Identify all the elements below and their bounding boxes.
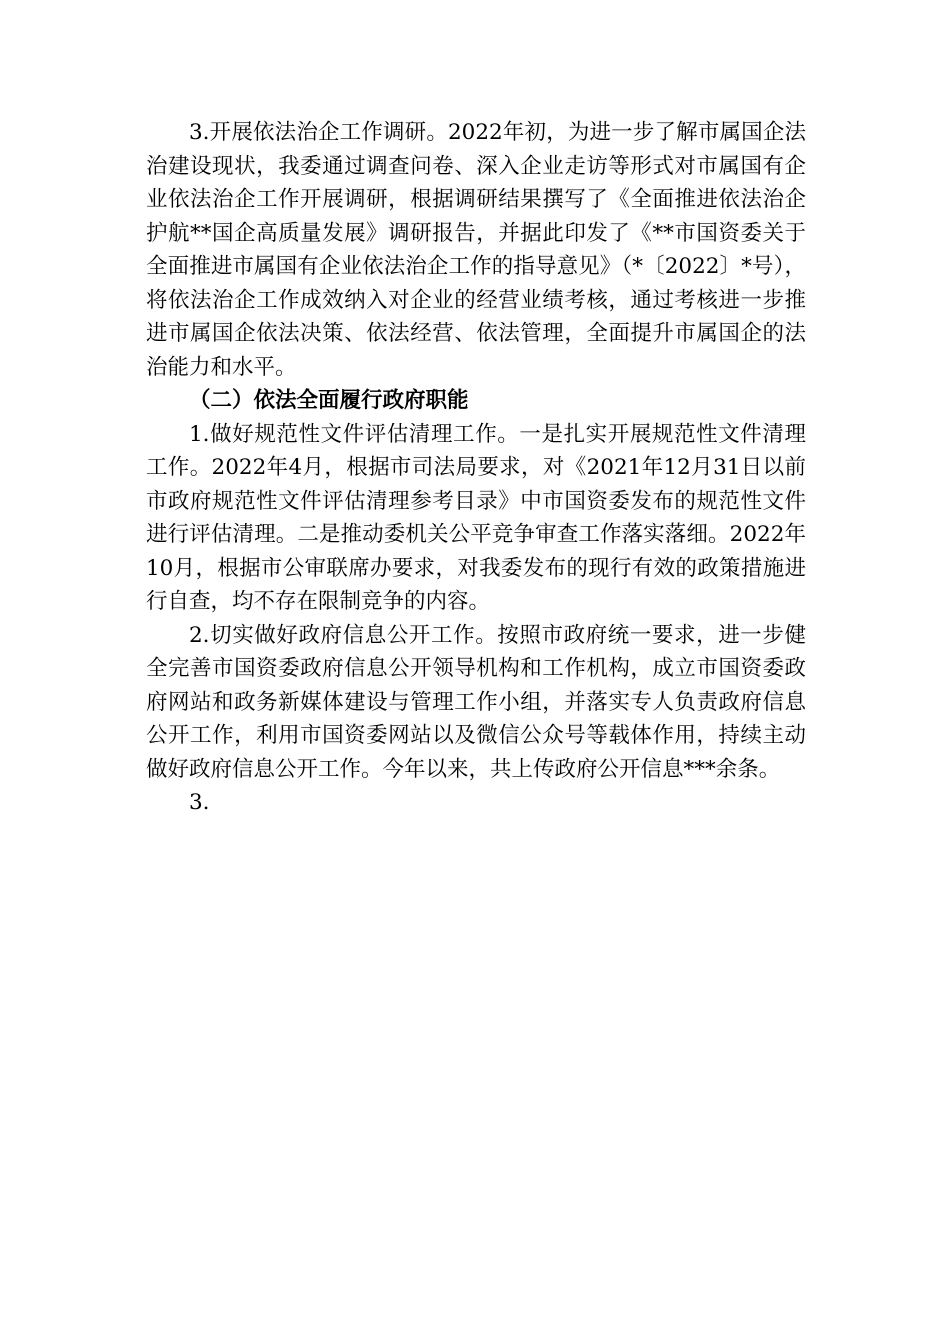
- paragraph-legal-research: 3.开展依法治企工作调研。2022年初，为进一步了解市属国企法治建设现状，我委通过调查问卷、深入企业走访等形式对市属国有企业依法治企工作开展调研，根据调研结果撰写了《全面推进依法治企护航**国企高质量发展》调研报告，并据此印发了《**市国资委关于全面推进市属国有企业依法治企工作的指导意见》（*〔2022〕*号），将依法治企工作成效纳入对企业的经营业绩考核，通过考核进一步推进市属国企依法决策、依法经营、依法管理，全面提升市属国企的法治能力和水平。: [146, 120, 806, 380]
- paragraph-information-disclosure: 2.切实做好政府信息公开工作。按照市政府统一要求，进一步健全完善市国资委政府信息公开领导机构和工作机构，成立市国资委政府网站和政务新媒体建设与管理工作小组，并落实专人负责政府信息公开工作，利用市国资委网站以及微信公众号等载体作用，持续主动做好政府信息公开工作。今年以来，共上传政府公开信息***余条。: [146, 622, 806, 782]
- paragraph-item-three: 3.: [189, 790, 210, 815]
- paragraph-normative-documents: 1.做好规范性文件评估清理工作。一是扎实开展规范性文件清理工作。2022年4月，根据市司法局要求，对《2021年12月31日以前市政府规范性文件评估清理参考目录》中市国资委发布的规范性文件进行评估清理。二是推动委机关公平竞争审查工作落实落细。2022年10月，根据市公审联席办要求，对我委发布的现行有效的政策措施进行自查，均不存在限制竞争的内容。: [146, 421, 806, 614]
- section-heading-government-functions: （二）依法全面履行政府职能: [189, 388, 469, 413]
- document-page: [146, 116, 806, 820]
